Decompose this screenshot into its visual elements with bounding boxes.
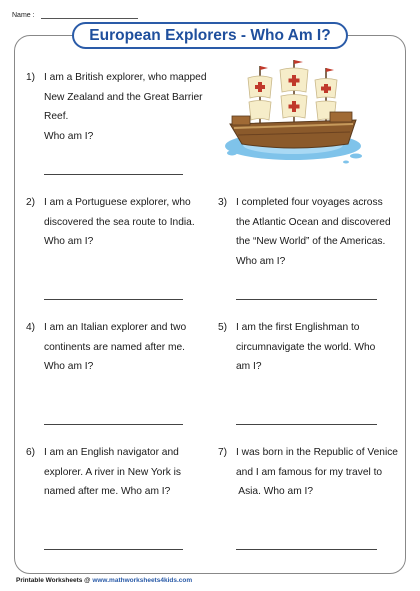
footer <box>16 577 192 584</box>
question-1 <box>26 68 226 142</box>
question-6 <box>26 443 206 503</box>
question-line: I am the first Englishman to <box>236 322 360 333</box>
question-3 <box>218 193 398 273</box>
name-line[interactable] <box>41 10 138 19</box>
answer-line-1[interactable] <box>44 174 183 175</box>
name-label: Name : <box>12 12 35 19</box>
question-line: Asia. Who am I? <box>236 486 314 497</box>
footer-url[interactable]: www.mathworksheets4kids.com <box>92 577 193 584</box>
question-line: circumnavigate the world. Who <box>236 341 376 353</box>
question-line: continents are named after me. <box>44 341 186 353</box>
question-line: am I? <box>236 361 262 372</box>
question-line: I was born in the Republic of Venice <box>236 447 398 458</box>
answer-line-4[interactable] <box>44 424 183 425</box>
question-line: and I am famous for my travel to <box>236 466 383 478</box>
question-number: 7) <box>218 447 228 458</box>
answer-line-2[interactable] <box>44 299 183 300</box>
question-number: 1) <box>26 72 36 83</box>
worksheet-title: European Explorers - Who Am I? <box>72 22 348 49</box>
question-line: I am a Portuguese explorer, who <box>44 197 191 208</box>
sailing-ship-icon <box>218 58 368 166</box>
name-field <box>12 10 138 19</box>
footer-label: Printable Worksheets @ <box>16 577 91 584</box>
question-line: the “New World” of the Americas. <box>236 236 386 247</box>
question-line: discovered the sea route to India. <box>44 216 195 228</box>
question-text <box>236 443 398 502</box>
question-text <box>44 68 226 146</box>
question-line: I completed four voyages across <box>236 197 383 208</box>
question-line: I am a British explorer, who mapped <box>44 72 207 83</box>
question-line: New Zealand and the Great Barrier Reef. <box>44 91 203 122</box>
question-line: the Atlantic Ocean and discovered <box>236 216 391 228</box>
question-7 <box>218 443 403 503</box>
question-line: Who am I? <box>236 255 286 267</box>
question-number: 4) <box>26 322 36 333</box>
answer-line-5[interactable] <box>236 424 377 425</box>
question-text <box>236 193 391 271</box>
question-line: Who am I? <box>44 130 94 142</box>
answer-line-7[interactable] <box>236 549 377 550</box>
question-2 <box>26 193 206 253</box>
question-line: I am an English navigator and <box>44 447 179 458</box>
question-4 <box>26 318 206 378</box>
question-text <box>44 318 186 377</box>
question-line: named after me. Who am I? <box>44 486 171 497</box>
question-line: explorer. A river in New York is <box>44 466 182 478</box>
question-number: 6) <box>26 447 36 458</box>
question-line: Who am I? <box>44 236 94 247</box>
question-text <box>44 193 195 252</box>
answer-line-6[interactable] <box>44 549 183 550</box>
question-text <box>236 318 375 377</box>
question-line: Who am I? <box>44 361 94 372</box>
question-number: 5) <box>218 322 228 333</box>
question-line: I am an Italian explorer and two <box>44 322 187 333</box>
question-text <box>44 443 181 502</box>
answer-line-3[interactable] <box>236 299 377 300</box>
question-number: 3) <box>218 197 228 208</box>
question-5 <box>218 318 398 378</box>
question-number: 2) <box>26 197 36 208</box>
